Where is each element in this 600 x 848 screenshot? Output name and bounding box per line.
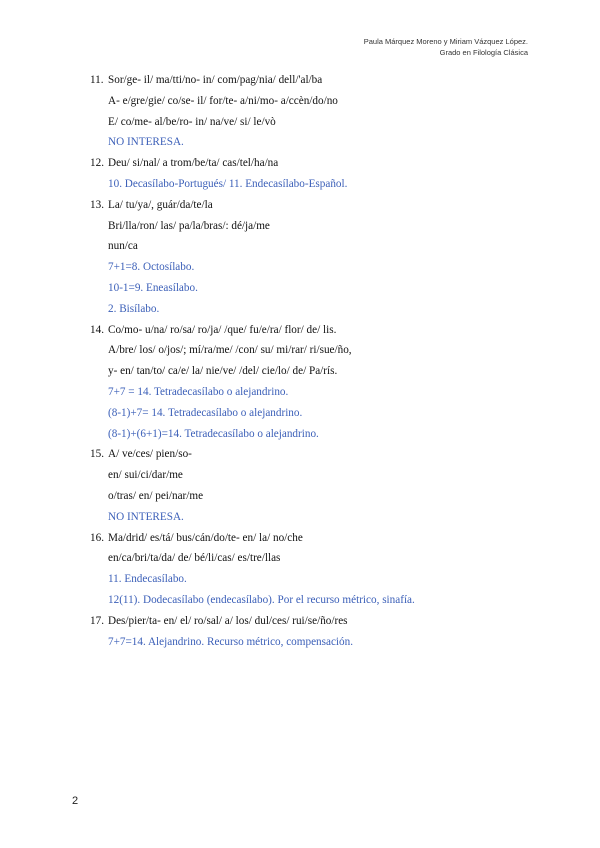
- exercise-number: 16.: [90, 531, 104, 544]
- exercise-item: [90, 195, 550, 320]
- verse-line: y- en/ tan/to/ ca/e/ la/ nie/ve/ /del/ cie/lo/ de/ Pa/rís.: [108, 365, 338, 378]
- verse-line: Des/pier/ta- en/ el/ ro/sal/ a/ los/ dul/ces/ rui/se/ño/res: [108, 614, 348, 627]
- verse-line: A/bre/ los/ o/jos/; mí/ra/me/ /con/ su/ mi/rar/ ri/sue/ño,: [108, 344, 352, 357]
- exercise-number: 12.: [90, 157, 104, 170]
- exercise-item: [90, 153, 550, 195]
- header-authors: Paula Márquez Moreno y Miriam Vázquez López.: [363, 37, 528, 46]
- exercise-item: [90, 444, 550, 527]
- verse-line: en/ca/bri/ta/da/ de/ bé/li/cas/ es/tre/llas: [108, 552, 281, 565]
- exercise-number: 13.: [90, 198, 104, 211]
- exercise-number: 11.: [90, 74, 104, 86]
- answer-line: 11. Endecasílabo.: [108, 573, 187, 586]
- answer-line: NO INTERESA.: [108, 136, 184, 149]
- header-degree: Grado en Filología Clásica: [439, 48, 528, 57]
- verse-line: Ma/drid/ es/tá/ bus/cán/do/te- en/ la/ no/che: [108, 531, 303, 544]
- verse-line: Deu/ si/nal/ a trom/be/ta/ cas/tel/ha/na: [108, 157, 279, 170]
- exercise-number: 14.: [90, 323, 104, 336]
- answer-line: 10. Decasílabo-Portugués/ 11. Endecasílabo-Español.: [108, 177, 348, 190]
- exercise-item: [90, 320, 550, 445]
- verse-line: nun/ca: [108, 240, 138, 253]
- answer-line: 10-1=9. Eneasílabo.: [108, 281, 198, 294]
- exercise-number: 17.: [90, 614, 104, 627]
- verse-line: Co/mo- u/na/ ro/sa/ ro/ja/ /que/ fu/e/ra/ flor/ de/ lis.: [108, 323, 337, 336]
- page-header: [364, 36, 528, 58]
- verse-line: La/ tu/ya/, guár/da/te/la: [108, 198, 213, 211]
- verse-line: o/tras/ en/ pei/nar/me: [108, 489, 204, 502]
- verse-line: A/ ve/ces/ pien/so-: [108, 448, 192, 461]
- answer-line: 7+1=8. Octosílabo.: [108, 261, 195, 274]
- answer-line: 12(11). Dodecasílabo (endecasílabo). Por el recurso métrico, sinafía.: [108, 593, 415, 606]
- answer-line: (8-1)+7= 14. Tetradecasílabo o alejandrino.: [108, 406, 303, 419]
- answer-line: 7+7=14. Alejandrino. Recurso métrico, compensación.: [108, 635, 354, 648]
- answer-line: 7+7 = 14. Tetradecasílabo o alejandrino.: [108, 385, 289, 398]
- answer-line: NO INTERESA.: [108, 510, 184, 523]
- verse-line: Bri/lla/ron/ las/ pa/la/bras/: dé/ja/me: [108, 219, 270, 232]
- exercise-item: [90, 70, 550, 153]
- page-number: 2: [72, 795, 79, 807]
- verse-line: E/ co/me- al/be/ro- in/ na/ve/ si/ le/vò: [108, 115, 276, 128]
- answer-line: (8-1)+(6+1)=14. Tetradecasílabo o alejandrino.: [108, 427, 319, 440]
- exercise-list: [90, 70, 550, 652]
- verse-line: Sor/ge- il/ ma/tti/no- in/ com/pag/nia/ dell/'al/ba: [108, 74, 323, 86]
- verse-line: en/ sui/ci/dar/me: [108, 469, 183, 482]
- verse-line: A- e/gre/gie/ co/se- il/ for/te- a/ni/mo- a/ccèn/do/no: [108, 94, 338, 107]
- exercise-item: [90, 528, 550, 611]
- answer-line: 2. Bisílabo.: [108, 302, 160, 315]
- exercise-item: [90, 611, 550, 653]
- exercise-number: 15.: [90, 448, 104, 461]
